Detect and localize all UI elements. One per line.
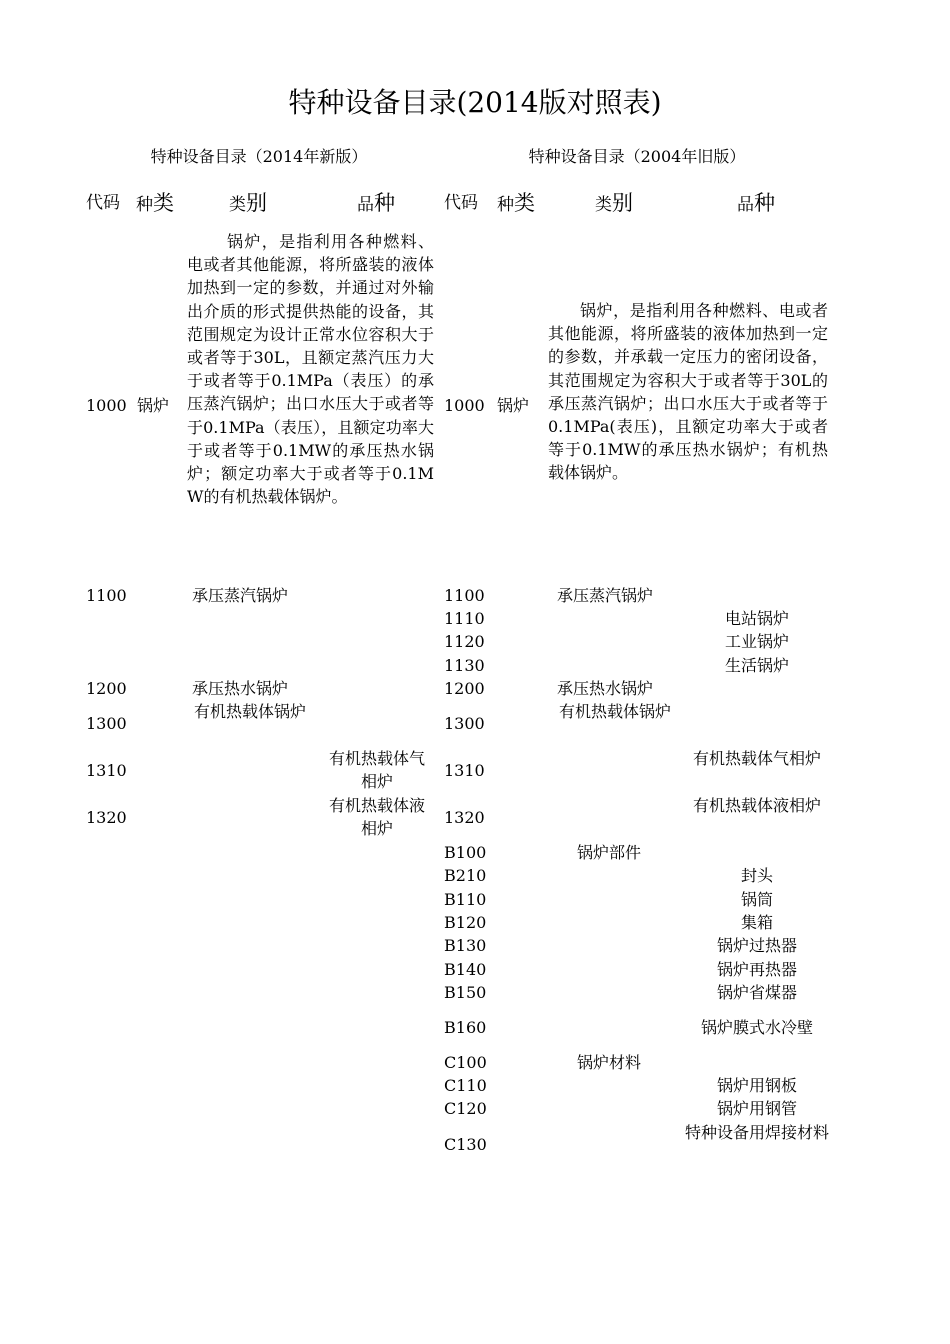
table-row-category: 有机热载体锅炉: [193, 702, 306, 721]
table-row-variety: 锅炉过热器: [716, 936, 797, 955]
table-row-code: C130: [444, 1135, 487, 1154]
table-row-category: 承压蒸汽锅炉: [557, 586, 654, 605]
table-row-code: 1300: [444, 714, 485, 733]
table-row-variety: 封头: [740, 866, 773, 885]
table-row-category: 承压蒸汽锅炉: [192, 586, 289, 605]
old-header-code: 代码: [444, 193, 478, 213]
table-row-category: 有机热载体锅炉: [558, 702, 671, 721]
table-row-code: 1100: [444, 586, 485, 605]
table-row-code: 1300: [86, 714, 127, 733]
table-row-variety: 锅炉省煤器: [716, 983, 797, 1002]
table-row-variety: 生活锅炉: [724, 656, 789, 675]
new-header-variety: 品种: [357, 191, 395, 215]
table-row-code: 1200: [444, 679, 485, 698]
table-row-category: 锅炉材料: [577, 1053, 642, 1072]
table-row-code: 1320: [444, 808, 485, 827]
table-row-variety: 集箱: [740, 913, 773, 932]
table-row-category: 承压热水锅炉: [192, 679, 289, 698]
table-row-code: C100: [444, 1053, 487, 1072]
table-row-code: 1100: [86, 586, 127, 605]
table-row-code: B160: [444, 1018, 487, 1037]
old-header-category: 类别: [595, 191, 633, 215]
new-header-code: 代码: [86, 193, 120, 213]
old-main-description: 锅炉，是指利用各种燃料、电或者其他能源，将所盛装的液体加热到一定的参数，并承载一定压力的密闭设备，其范围规定为容积大于或者等于30L的承压蒸汽锅炉；出口水压大于或者等于0.1MPa(表压)，且额定功率大于或者等于0.1MW的承压热水锅炉；有机热载体锅炉。: [548, 301, 828, 483]
table-row-variety: 锅炉用钢管: [716, 1099, 797, 1118]
new-header-category: 类别: [229, 191, 267, 215]
table-row-code: B120: [444, 913, 487, 932]
new-edition-caption: 特种设备目录（2014年新版）: [150, 147, 368, 166]
old-edition-caption: 特种设备目录（2004年旧版）: [528, 147, 746, 166]
table-row-code: C120: [444, 1099, 487, 1118]
table-row-code: B150: [444, 983, 487, 1002]
table-row-variety: 锅炉用钢板: [716, 1076, 797, 1095]
table-row-variety: 锅炉再热器: [716, 960, 797, 979]
table-row-variety: 锅炉膜式水冷壁: [700, 1018, 813, 1037]
table-row-code: B130: [444, 936, 487, 955]
table-row-variety: 工业锅炉: [724, 632, 789, 651]
table-row-variety: 锅筒: [740, 890, 773, 909]
table-row-variety: 有机热载体气相炉: [328, 749, 425, 792]
old-main-code: 1000: [444, 396, 485, 415]
table-row-code: 1310: [444, 761, 485, 780]
table-row-code: B110: [444, 890, 487, 909]
table-row-variety: 有机热载体液相炉: [328, 796, 425, 839]
old-header-variety: 品种: [737, 191, 775, 215]
table-row-variety: 有机热载体液相炉: [692, 796, 821, 815]
new-header-kind: 种类: [136, 191, 174, 215]
table-row-code: 1120: [444, 632, 485, 651]
table-row-code: C110: [444, 1076, 487, 1095]
old-main-kind: 锅炉: [497, 396, 530, 415]
table-row-code: 1200: [86, 679, 127, 698]
new-main-description: 锅炉，是指利用各种燃料、电或者其他能源，将所盛装的液体加热到一定的参数，并通过对外输出介质的形式提供热能的设备，其范围规定为设计正常水位容积大于或者等于30L，且额定蒸汽压力大于或者等于0.1MPa（表压）的承压蒸汽锅炉；出口水压大于或者等于0.1MPa（表压），且额定功率大于或者等于0.1MW的承压热水锅炉；额定功率大于或者等于0.1MW的有机热载体锅炉。: [187, 232, 434, 507]
table-row-code: B100: [444, 843, 487, 862]
table-row-code: 1310: [86, 761, 127, 780]
table-row-variety: 有机热载体气相炉: [692, 749, 821, 768]
table-row-category: 锅炉部件: [577, 843, 642, 862]
new-main-kind: 锅炉: [137, 396, 170, 415]
table-row-code: 1320: [86, 808, 127, 827]
table-row-code: 1110: [444, 609, 485, 628]
table-row-variety: 电站锅炉: [724, 609, 789, 628]
table-row-code: 1130: [444, 656, 485, 675]
table-row-category: 承压热水锅炉: [557, 679, 654, 698]
table-row-code: B140: [444, 960, 487, 979]
page-title: 特种设备目录(2014版对照表): [288, 86, 662, 119]
table-row-variety: 特种设备用焊接材料: [684, 1123, 829, 1142]
old-header-kind: 种类: [497, 191, 535, 215]
table-row-code: B210: [444, 866, 487, 885]
new-main-code: 1000: [86, 396, 127, 415]
